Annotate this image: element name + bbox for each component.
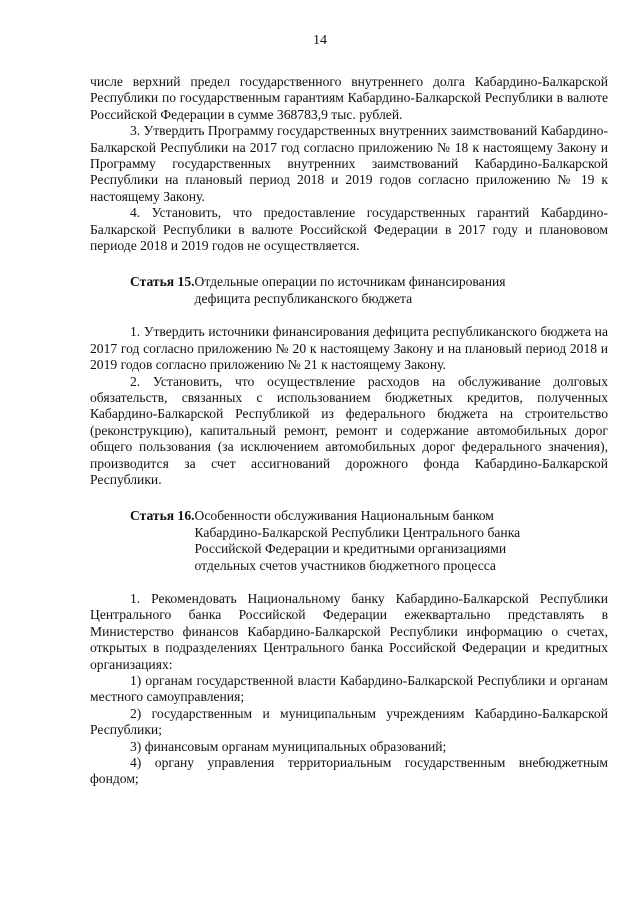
- intro-paragraph-1: числе верхний предел государственного внутреннего долга Кабардино-Балкарской Республики по государственным гарантиям Кабардино-Балкарской Республики в валюте Российской Федерации в сумме 368783,9 тыс. рублей.: [90, 74, 608, 122]
- article-16-paragraph-1: 1. Рекомендовать Национальному банку Кабардино-Балкарской Республики Центрального банка Российской Федерации ежеквартально представлять в Министерство финансов Кабардино-Балкарской Республики информацию о счетах, открытых в подразделениях Центрального банка Российской Федерации и кредитных организациях:: [90, 590, 608, 672]
- article-16-title-line-1: Особенности обслуживания Национальным банком: [194, 508, 494, 524]
- article-15-paragraph-2: 2. Установить, что осуществление расходов на обслуживание долговых обязательств, связанных с использованием бюджетных кредитов, полученных Кабардино-Балкарской Республикой из федерального бюджета на строительство (реконструкцию), капитальный ремонт, ремонт и содержание автомобильных дорог общего пользования (за исключением автомобильных дорог федерального значения), производится за счет ассигнований дорожного фонда Кабардино-Балкарской Республики.: [90, 373, 608, 487]
- article-16-title-line-2: Кабардино-Балкарской Республики Центрального банка: [194, 524, 521, 540]
- article-15-label: Статья 15.: [130, 274, 195, 290]
- article-16-label: Статья 16.: [130, 508, 195, 524]
- article-15-paragraph-1: 1. Утвердить источники финансирования дефицита республиканского бюджета на 2017 год согласно приложению № 20 к настоящему Закону и на плановый период 2018 и 2019 годов согласно приложению № 21 к настоящему Закону.: [90, 324, 608, 373]
- article-16-item-2: 2) государственным и муниципальным учреждениям Кабардино-Балкарской Республики;: [90, 705, 608, 738]
- article-16-item-3: 3) финансовым органам муниципальных образований;: [130, 738, 447, 754]
- article-16-item-1: 1) органам государственной власти Кабардино-Балкарской Республики и органам местного самоуправления;: [90, 673, 608, 705]
- intro-paragraph-2: 3. Утвердить Программу государственных внутренних заимствований Кабардино-Балкарской Республики на 2017 год согласно приложению № 18 к настоящему Закону и Программу государственных внутренних заимствований Кабардино-Балкарской Республики на плановый период 2018 и 2019 годов согласно приложению № 19 к настоящему Закону.: [90, 123, 608, 204]
- article-16-title-line-3: Российской Федерации и кредитными организациями: [194, 541, 507, 557]
- article-15-heading: [90, 274, 608, 307]
- document-body: [90, 74, 608, 788]
- article-15-title-line-1: Отдельные операции по источникам финансирования: [194, 274, 506, 290]
- article-16-title-line-4: отдельных счетов участников бюджетного процесса: [194, 557, 496, 573]
- article-16-item-4: 4) органу управления территориальным государственным внебюджетным фондом;: [90, 755, 608, 787]
- article-15-title-line-2: дефицита республиканского бюджета: [194, 290, 413, 306]
- intro-paragraph-3: 4. Установить, что предоставление государственных гарантий Кабардино-Балкарской Республики в валюте Российской Федерации в 2017 году и планововом периоде 2018 и 2019 годов не осуществляется.: [90, 205, 608, 254]
- article-16-heading: [90, 508, 608, 574]
- page-number: 14: [313, 33, 327, 48]
